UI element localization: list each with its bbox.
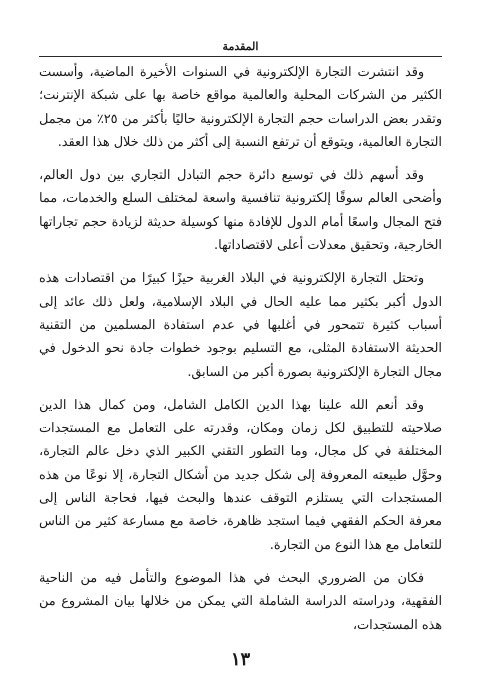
- body-text: [39, 61, 442, 647]
- paragraph-5: فكان من الضروري البحث في هذا الموضوع والتأمل فيه من الناحية الفقهية، ودراسته الدراسة الشاملة التي يمكن من خلالها بيان المشروع من هذه المستجدات،: [39, 570, 442, 633]
- running-title: المقدمة: [222, 40, 259, 53]
- paragraph-2: وقد أسهم ذلك في توسيع دائرة حجم التبادل التجاري بين دول العالم، وأضحى العالم سوقًا إلكترونية تنافسية واسعة لمختلف السلع والخدمات، مما فتح المجال واسعًا أمام الدول للإفادة منها كوسيلة حديثة لزيادة حجم تجاراتها الخارجية، وتحقيق معدلات أعلى لاقتصاداتها.: [39, 168, 442, 254]
- header-rule: [39, 56, 442, 57]
- page-number: ١٣: [230, 649, 251, 670]
- paragraph-4: وقد أنعم الله علينا بهذا الدين الكامل الشامل، ومن كمال هذا الدين صلاحيته للتطبيق لكل زمان ومكان، وقدرته على التعامل مع المستجدات المختلفة في كل مجال، وما التطور التقني الكبير الذي دخل عالم التجارة، وحوَّل طبيعته المعروفة إلى شكل جديد من أشكال التجارة، إلا نوعًا من هذه المستجدات التي يستلزم التوقف عندها والبحث فيها، فحاجة الناس إلى معرفة الحكم الفقهي فيما استجد ظاهرة، خاصة مع مسارعة كثير من الناس للتعامل مع هذا النوع من التجارة.: [39, 397, 442, 553]
- paragraph-3: وتحتل التجارة الإلكترونية في البلاد الغربية حيزًا كبيرًا من اقتصادات هذه الدول أكبر بكثير مما عليه الحال في البلاد الإسلامية، ولعل ذلك عائد إلى أسباب كثيرة تتمحور في أغلبها في عدم استفادة المسلمين من التقنية الحديثة الاستفادة المثلى، مع التسليم بوجود خطوات جادة نحو الدخول في مجال التجارة الإلكترونية بصورة أكبر من السابق.: [39, 271, 442, 380]
- paragraph-1: وقد انتشرت التجارة الإلكترونية في السنوات الأخيرة الماضية، وأسست الكثير من الشركات المحلية والعالمية مواقع خاصة بها على شبكة الإنترنت؛ وتقدر بعض الدراسات حجم التجارة الإلكترونية حاليًا بأكثر من ٢٥٪ من مجمل التجارة العالمية، ويتوقع أن ترتفع النسبة إلى أكثر من ذلك خلال هذا العقد.: [39, 65, 442, 150]
